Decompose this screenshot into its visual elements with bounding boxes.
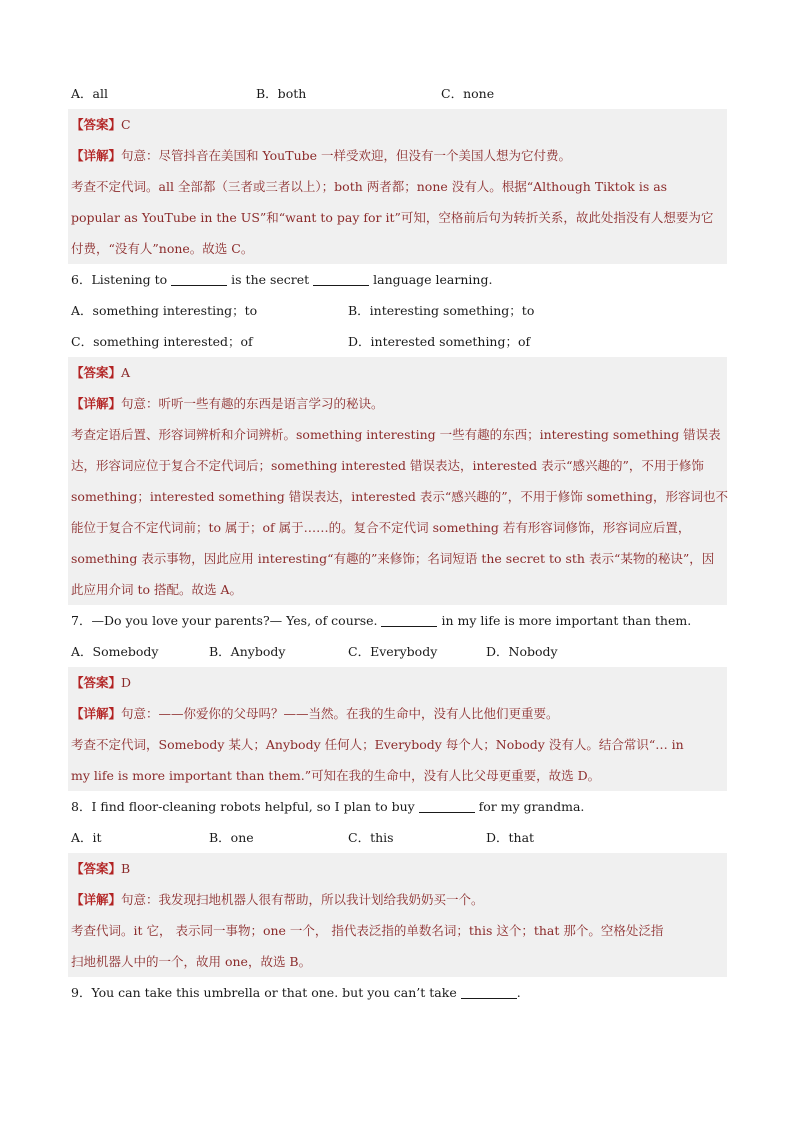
q5-option-a[interactable]: A．all: [71, 86, 108, 101]
q6-stem-part: language learning.: [369, 272, 493, 287]
q6-answer-box: [68, 357, 727, 605]
q8-detail-2: 考查代词。it 它， 表示同一事物；one 一个， 指代表泛指的单数名词；this 这个；that 那个。空格处泛指: [71, 923, 664, 938]
q5-answer-letter: C: [121, 117, 131, 132]
q6-detail-4: something；interested something 错误表达，interested 表示“感兴趣的”，不用于修饰 something，形容词也不: [71, 489, 728, 504]
q7-option-d[interactable]: D．Nobody: [486, 644, 558, 659]
q6-detail-3: 达，形容词应位于复合不定代词后；something interested 错误表达，interested 表示“感兴趣的”，不用于修饰: [71, 458, 704, 473]
q8-option-b[interactable]: B．one: [209, 830, 254, 845]
q8-stem: [71, 791, 724, 822]
q8-answer-box: [68, 853, 727, 977]
q6-answer-letter: A: [121, 365, 131, 380]
answer-tag: 【答案】: [71, 117, 122, 132]
q7-stem-part: 7．—Do you love your parents?— Yes, of course.: [71, 613, 382, 628]
q8-blank[interactable]: [419, 798, 475, 813]
q6-detail-5: 能位于复合不定代词前；to 属于；of 属于……的。复合不定代词 something 若有形容词修饰，形容词应后置，: [71, 520, 691, 535]
q6-detail-1: [71, 388, 727, 419]
q7-option-a[interactable]: A．Somebody: [71, 644, 159, 659]
q6-options-row-1: [71, 295, 724, 326]
q7-answer-letter: D: [121, 675, 132, 690]
q8-answer-letter: B: [121, 861, 131, 876]
q6-option-c[interactable]: C．something interested；of: [71, 334, 253, 349]
detail-tag: 【详解】: [71, 892, 122, 907]
q6-stem-part: is the secret: [227, 272, 314, 287]
q8-option-a[interactable]: A．it: [71, 830, 102, 845]
q6-option-a[interactable]: A．something interesting；to: [71, 303, 258, 318]
detail-tag: 【详解】: [71, 396, 122, 411]
detail-tag: 【详解】: [71, 706, 122, 721]
q9-stem: [71, 977, 724, 1008]
q8-detail-1: [71, 884, 727, 915]
q6-answer: [71, 357, 727, 388]
q8-detail-text: 句意：我发现扫地机器人很有帮助，所以我计划给我奶奶买一个。: [121, 892, 484, 907]
q7-stem-part: in my life is more important than them.: [437, 613, 692, 628]
q8-options: [71, 822, 724, 853]
q8-option-d[interactable]: D．that: [486, 830, 535, 845]
q6-blank-1[interactable]: [171, 271, 227, 286]
q6-detail-text: 句意：听听一些有趣的东西是语言学习的秘诀。: [121, 396, 384, 411]
q7-answer-box: [68, 667, 727, 791]
q8-stem-part: 8．I find floor-cleaning robots helpful, so I plan to buy: [71, 799, 419, 814]
q6-detail-7: 此应用介词 to 搭配。故选 A。: [71, 582, 242, 597]
q8-option-c[interactable]: C．this: [348, 830, 394, 845]
q7-option-b[interactable]: B．Anybody: [209, 644, 286, 659]
q5-option-c[interactable]: C．none: [441, 86, 495, 101]
q5-answer: [71, 109, 727, 140]
q7-detail-1: [71, 698, 727, 729]
q9-stem-part: 9．You can take this umbrella or that one. but you can’t take: [71, 985, 461, 1000]
q7-option-c[interactable]: C．Everybody: [348, 644, 438, 659]
q7-detail-3: my life is more important than them.”可知在我的生命中，没有人比父母更重要，故选 D。: [71, 768, 601, 783]
q7-options: [71, 636, 724, 667]
q8-detail-3: 扫地机器人中的一个，故用 one，故选 B。: [71, 954, 312, 969]
q6-option-d[interactable]: D．interested something；of: [348, 334, 531, 349]
q9-blank[interactable]: [461, 984, 517, 999]
q5-answer-box: [68, 109, 727, 264]
detail-tag: 【详解】: [71, 148, 122, 163]
q5-detail-1: [71, 140, 727, 171]
answer-tag: 【答案】: [71, 365, 122, 380]
q5-detail-3: popular as YouTube in the US”和“want to pay for it”可知，空格前后句为转折关系，故此处指没有人想要为它: [71, 210, 714, 225]
q7-detail-text: 句意：——你爱你的父母吗？——当然。在我的生命中，没有人比他们更重要。: [121, 706, 559, 721]
q7-blank[interactable]: [381, 612, 437, 627]
q9-stem-part: .: [516, 985, 521, 1000]
q7-answer: [71, 667, 727, 698]
q6-stem-part: 6．Listening to: [71, 272, 172, 287]
q5-detail-text: 句意：尽管抖音在美国和 YouTube 一样受欢迎，但没有一个美国人想为它付费。: [121, 148, 571, 163]
q6-option-b[interactable]: B．interesting something；to: [348, 303, 535, 318]
answer-tag: 【答案】: [71, 675, 122, 690]
q8-answer: [71, 853, 727, 884]
q5-options: [71, 78, 724, 109]
q5-detail-4: 付费，“没有人”none。故选 C。: [71, 241, 254, 256]
q6-blank-2[interactable]: [313, 271, 369, 286]
answer-tag: 【答案】: [71, 861, 122, 876]
q8-stem-part: for my grandma.: [474, 799, 585, 814]
q6-detail-2: 考查定语后置、形容词辨析和介词辨析。something interesting 一些有趣的东西；interesting something 错误表: [71, 427, 721, 442]
q6-stem: [71, 264, 724, 295]
q7-detail-2: 考查不定代词，Somebody 某人；Anybody 任何人；Everybody 每个人；Nobody 没有人。结合常识“… in: [71, 737, 684, 752]
q6-options-row-2: [71, 326, 724, 357]
exercise-page: [71, 78, 728, 1008]
q7-stem: [71, 605, 724, 636]
q6-detail-6: something 表示事物，因此应用 interesting“有趣的”来修饰；名词短语 the secret to sth 表示“某物的秘诀”，因: [71, 551, 715, 566]
q5-option-b[interactable]: B．both: [256, 86, 307, 101]
q5-detail-2: 考查不定代词。all 全部都（三者或三者以上）；both 两者都；none 没有人。根据“Although Tiktok is as: [71, 179, 668, 194]
